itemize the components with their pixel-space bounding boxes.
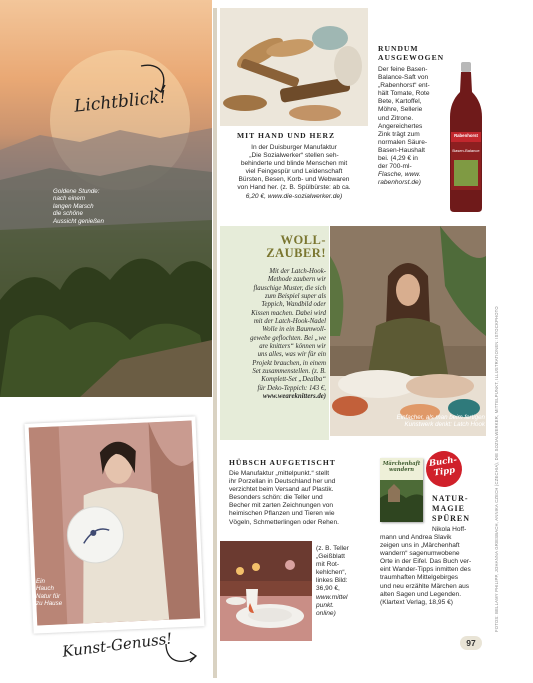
- caption-line: Aussicht genießen: [53, 217, 104, 225]
- body-line: Angereichertes: [378, 122, 423, 130]
- photo-credit: FOTOS: BELLAMY PHILIPP, JOHANNA GRIESBACH, ANNIKA CZECH (CZECHIA), DIE SOZIALWERKER, MITTELPUNKT, ILLUSTRATIONEN: ISTOCKPHOTO: [494, 306, 499, 632]
- heading-line: MAGIE: [432, 504, 465, 513]
- heading-line: AUSGEWOGEN: [378, 53, 445, 62]
- juice-bottle-image: [446, 62, 486, 212]
- body-line: kehlchen“,: [316, 569, 347, 577]
- heading-line: RUNDUM: [378, 44, 419, 53]
- body-line: für Deko-Teppich: 143 €,: [257, 384, 326, 392]
- hand-herz-body: [224, 144, 364, 201]
- page-number: 97: [466, 638, 476, 648]
- body-line: gewebe geflochten. Bei „we: [250, 334, 326, 342]
- body-line: „Rabenhorst“ ent-: [378, 82, 430, 90]
- body-line: In der Duisburger Manufaktur: [251, 144, 337, 151]
- curved-arrow-icon: [162, 640, 202, 670]
- heading-line: SPÜREN: [432, 514, 471, 523]
- buch-tipp-badge: [424, 449, 465, 490]
- brushes-photo: [220, 8, 368, 126]
- body-line: mit der Latch-Hook-Nadel: [253, 318, 326, 326]
- body-line: und Zitrone.: [378, 114, 414, 122]
- body-line: Der feine Basen-: [378, 66, 428, 73]
- body-line: von Hand her. (z. B. Spülbürste: ab ca.: [237, 184, 351, 192]
- body-line: traumhaften Mittelgebirges: [380, 574, 459, 582]
- body-line: verzichtet beim Versand auf Plastik.: [229, 486, 334, 494]
- buchtipp-body: [380, 534, 490, 607]
- body-line: Wolle in ein Baumwoll-: [262, 326, 326, 334]
- body-line: „Die Sozialwerker“ stellen seh-: [249, 152, 339, 160]
- body-line: ihr Porzellan in Deutschland her und: [229, 478, 336, 486]
- body-line: (z. B. Teller: [316, 545, 349, 552]
- body-line: „Geißblatt: [316, 553, 345, 561]
- latch-hook-photo: [330, 226, 486, 436]
- body-line: zeigen uns in „Märchenhaft: [380, 542, 460, 550]
- wollzauber-body: [222, 268, 326, 402]
- book-title-line: Märchenhaft: [382, 461, 421, 467]
- body-line: heimischen Pflanzen und Tieren wie: [229, 510, 335, 518]
- body-line: rabenhorst.de): [378, 179, 421, 187]
- caption-line: nach einem: [53, 195, 85, 203]
- caption-line: Einfacher, als man beim fertigen: [396, 414, 485, 421]
- kunst-genuss-title: Kunst-Genuss!: [61, 629, 174, 661]
- rundum-body: [378, 66, 446, 187]
- body-line: Teppich, Wandbild oder: [261, 301, 326, 309]
- body-line: und neu erzählte Märchen aus: [380, 582, 470, 590]
- body-line: Bete, Kartoffel,: [378, 98, 422, 106]
- caption-line: Ein: [36, 578, 45, 585]
- badge-line: Tipp: [433, 465, 456, 479]
- bottle-brand: Rabenhorst: [454, 133, 478, 138]
- body-line: www.mittel: [316, 593, 348, 601]
- body-line: mann und Andrea Slavik: [380, 534, 452, 541]
- buchtipp-body-first: Nikola Hoff-: [432, 526, 467, 533]
- body-line: normalen Säure-: [378, 138, 428, 146]
- body-line: Zink trägt zum: [378, 130, 420, 138]
- body-line: alten Sagen und Legenden.: [380, 590, 462, 598]
- body-line: Möhre, Sellerie: [378, 106, 423, 114]
- book-cover-image: [380, 458, 423, 522]
- caption-line: zu Hause: [36, 600, 63, 608]
- body-line: punkt.: [316, 601, 334, 609]
- lichtblick-title: Lichtblick!: [73, 87, 168, 117]
- body-line: Flasche, www.: [378, 171, 421, 179]
- body-line: wandern“ sagenumwobene: [380, 550, 460, 558]
- body-line: bei. (4,29 € in: [378, 155, 418, 163]
- title-line: WOLL-: [280, 233, 326, 247]
- body-line: 36,90 €,: [316, 585, 340, 593]
- body-line: hält Tomate, Rote: [378, 90, 430, 98]
- latch-hook-caption: [370, 414, 485, 429]
- body-line: mit Rot-: [316, 561, 340, 569]
- body-line: 6,20 €, www.die-sozialwerker.de): [245, 192, 343, 200]
- column-divider: [213, 8, 217, 678]
- body-line: Die Manufaktur „mittelpunkt.“ stellt: [229, 470, 330, 477]
- table-setting-photo: [220, 541, 312, 641]
- body-line: Becher mit zarten Zeichnungen von: [229, 502, 334, 510]
- title-line: ZAUBER!: [266, 246, 326, 260]
- caption-line: Natur für: [36, 592, 61, 600]
- lichtblick-caption: [53, 188, 133, 225]
- hand-herz-heading: MIT HAND UND HERZ: [237, 131, 336, 140]
- body-line: Kissen machen. Dabei wird: [251, 309, 326, 317]
- heading-line: NATUR-: [432, 494, 469, 503]
- badge-text: [425, 455, 463, 480]
- caption-line: Goldene Stunde:: [53, 188, 100, 195]
- body-line: Vögeln, Schmetterlingen oder Rehen.: [229, 518, 339, 526]
- url-line: www.weareknitters.de): [262, 393, 326, 401]
- body-line: Set zusammenstellen. (z. B.: [252, 368, 326, 376]
- buchtipp-heading: [432, 494, 470, 524]
- body-line: eint Wander-Tipps inmitten des: [380, 566, 471, 574]
- body-line: are knitters“ können wir: [259, 343, 326, 351]
- plate-photo-caption: [36, 578, 86, 608]
- body-line: Bürsten, Besen, Korb- und Webwaren: [238, 176, 350, 184]
- curved-arrow-icon: [135, 58, 175, 98]
- body-line: Mit der Latch-Hook-: [269, 268, 326, 275]
- caption-line: die schöne: [53, 210, 83, 218]
- body-line: (Klartext Verlag, 18,95 €): [380, 598, 453, 606]
- book-title-line: wandern: [388, 467, 415, 473]
- wollzauber-title: [258, 234, 326, 260]
- body-line: behinderte und blinde Menschen mit: [240, 160, 348, 168]
- caption-line: langen Marsch: [53, 202, 94, 210]
- body-line: Besonders schön: die Teller und: [229, 494, 323, 502]
- huebsch-side-text: [316, 545, 374, 618]
- badge-line: Buch-: [428, 455, 458, 469]
- body-line: der 700-ml-: [378, 163, 412, 171]
- body-line: flauschige Muster, die sich: [253, 284, 326, 292]
- caption-line: Kunstwerk denkt: Latch Hook: [404, 421, 485, 429]
- rundum-heading: [378, 44, 444, 62]
- body-line: viel Feingespür und Leidenschaft: [245, 168, 343, 176]
- huebsch-heading: HÜBSCH AUFGETISCHT: [229, 458, 336, 467]
- body-line: Methode zaubern wir: [267, 276, 326, 284]
- caption-line: Hauch: [36, 585, 54, 593]
- body-line: uns alles, was wir für ein: [257, 351, 326, 359]
- body-line: online): [316, 609, 336, 617]
- body-line: Balance-Saft von: [378, 74, 429, 82]
- body-line: Basen-Haushalt: [378, 146, 425, 154]
- huebsch-body: [229, 470, 379, 527]
- body-line: zum Beispiel super als: [265, 293, 326, 301]
- body-line: linkes Bild:: [316, 577, 348, 585]
- body-line: Komplett-Set „Dealba“: [261, 376, 326, 384]
- bottle-label: Basen-Balance: [452, 148, 480, 153]
- body-line: Projekt brauchen, in einem: [252, 359, 326, 367]
- body-line: Orte in der Eifel. Das Buch ver-: [380, 558, 472, 566]
- book-title: [380, 461, 423, 473]
